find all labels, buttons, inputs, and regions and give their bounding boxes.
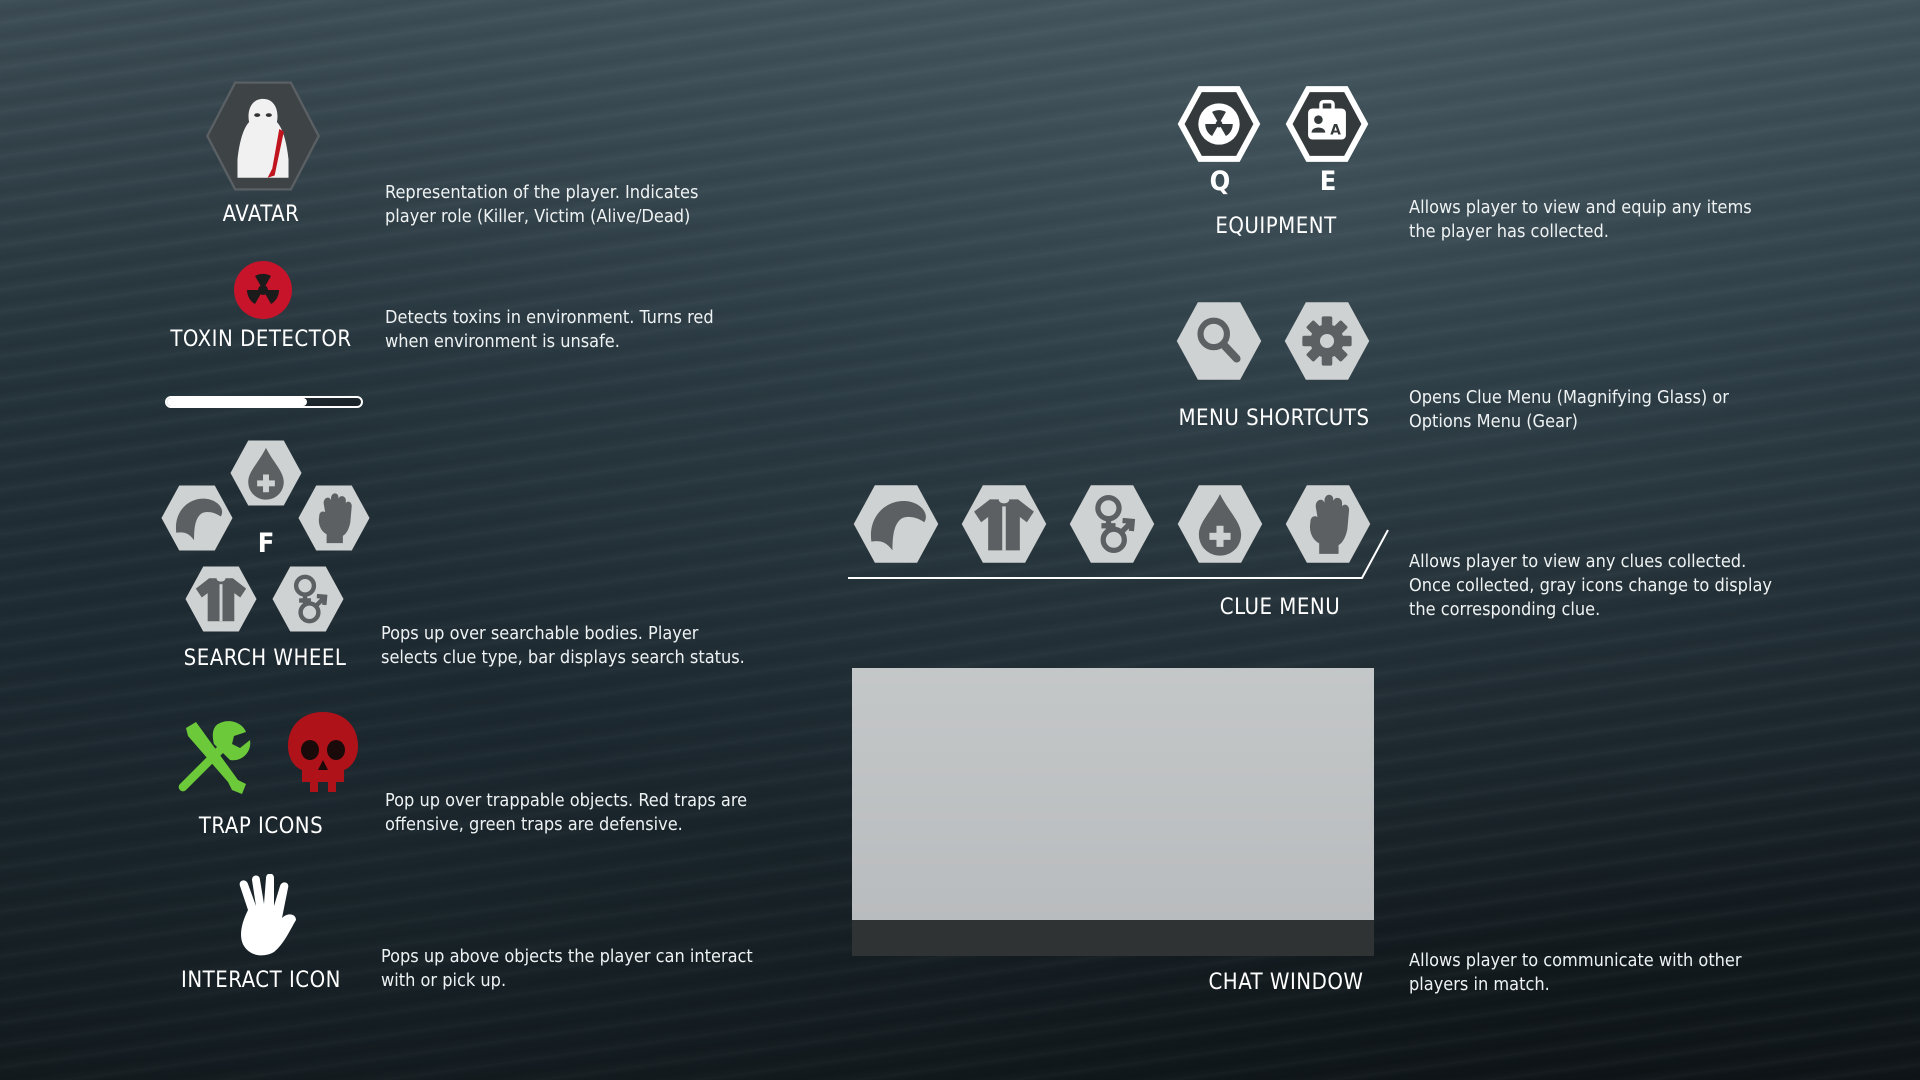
toxin-detector-description: Detects toxins in environment. Turns red when environment is unsafe.: [385, 307, 714, 352]
search-progress-fill: [167, 398, 307, 406]
green-trap-tools-icon: [166, 714, 256, 798]
svg-text:A: A: [1330, 122, 1341, 139]
equipment-slot-e[interactable]: [1279, 81, 1375, 167]
gear-icon: [1302, 316, 1351, 365]
chat-window-description: Allows player to communicate with other players in match.: [1409, 950, 1742, 995]
clue-menu-label: CLUE MENU: [1219, 595, 1341, 620]
search-wheel-key: F: [257, 528, 275, 559]
search-wheel-gender-hex[interactable]: [268, 562, 348, 636]
search-wheel-description: Pops up over searchable bodies. Player selects clue type, bar displays search status.: [381, 623, 745, 668]
toxin-detector-label: TOXIN DETECTOR: [170, 327, 352, 352]
interact-hand-icon: [228, 874, 302, 958]
trap-icons-description: Pop up over trappable objects. Red traps are offensive, green traps are defensive.: [385, 790, 748, 835]
avatar-description: Representation of the player. Indicates player role (Killer, Victim (Alive/Dead): [385, 182, 699, 227]
chat-input[interactable]: [852, 920, 1374, 956]
avatar-label: AVATAR: [222, 202, 300, 227]
equipment-slot-q[interactable]: [1171, 81, 1267, 167]
options-menu-shortcut-button[interactable]: [1279, 297, 1375, 385]
search-wheel-fist-hex[interactable]: [294, 481, 374, 555]
equipment-label: EQUIPMENT: [1215, 214, 1337, 239]
avatar: [200, 78, 326, 194]
search-wheel-label: SEARCH WHEEL: [183, 646, 347, 671]
toxin-detector-icon: [233, 260, 293, 320]
interact-icon-description: Pops up above objects the player can interact with or pick up.: [381, 946, 753, 991]
chat-window[interactable]: [852, 668, 1374, 956]
red-trap-skull-icon: [284, 708, 362, 800]
clue-menu-shortcut-button[interactable]: [1171, 297, 1267, 385]
equipment-key-e: E: [1319, 166, 1337, 197]
trap-icons-label: TRAP ICONS: [198, 814, 324, 839]
clue-menu-description: Allows player to view any clues collected. Once collected, gray icons change to display the corresponding clue.: [1409, 551, 1772, 620]
search-progress-bar: [165, 396, 363, 408]
search-wheel-shirt-hex[interactable]: [181, 562, 261, 636]
equipment-key-q: Q: [1209, 166, 1231, 197]
equipment-description: Allows player to view and equip any items the player has collected.: [1409, 197, 1752, 242]
chat-message-area[interactable]: [852, 668, 1374, 920]
clue-menu-underline: [848, 528, 1390, 584]
chat-window-label: CHAT WINDOW: [1208, 970, 1364, 995]
interact-icon-label: INTERACT ICON: [181, 968, 341, 993]
menu-shortcuts-label: MENU SHORTCUTS: [1178, 406, 1370, 431]
search-wheel-hair-hex[interactable]: [157, 481, 237, 555]
menu-shortcuts-description: Opens Clue Menu (Magnifying Glass) or Options Menu (Gear): [1409, 387, 1729, 432]
